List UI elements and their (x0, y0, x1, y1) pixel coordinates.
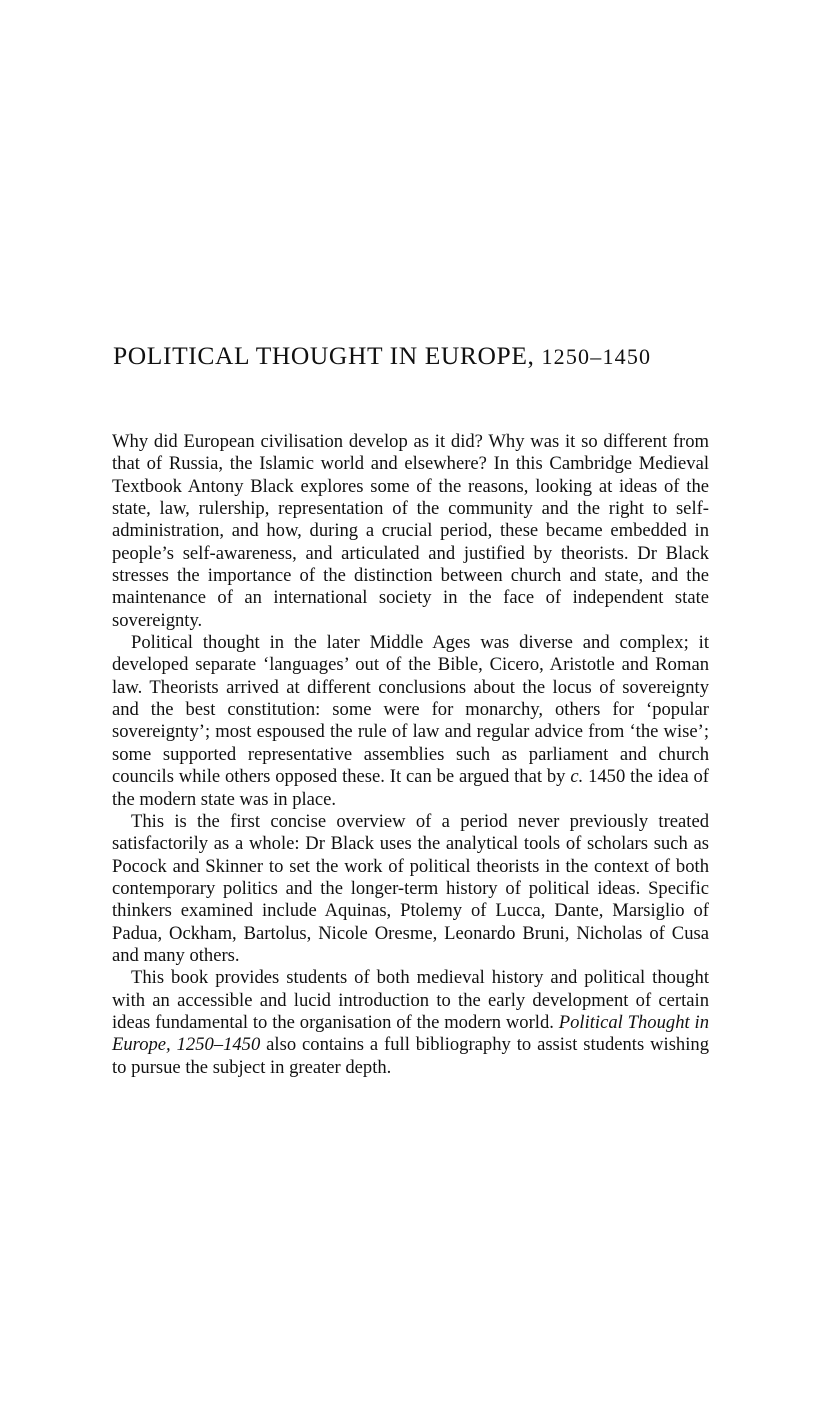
book-description (112, 431, 709, 1079)
page-title-main: POLITICAL THOUGHT IN EUROPE, (113, 341, 542, 370)
description-paragraph-2 (112, 632, 709, 811)
page-title-dates: 1250–1450 (541, 344, 652, 369)
paragraph-4-text-after: also contains a full bibliography to assist students wishing to pursue the subject in greater depth. (112, 1034, 709, 1078)
page-title (113, 340, 733, 373)
paragraph-2-text-before: Political thought in the later Middle Ages was diverse and complex; it developed separate ‘languages’ out of the Bible, Cicero, Aristotle and Roman law. Theorists arrived at different conclusions about the locus of sovereignty and the best constitution: some were for monarchy, others for ‘popular sovereignty’; most espoused the rule of law and regular advice from ‘the wise’; some supported representative assemblies such as parliament and church councils while others opposed these. It can be argued that by (112, 632, 709, 788)
description-paragraph-3: This is the first concise overview of a period never previously treated satisfactorily as a whole: Dr Black uses the analytical tools of scholars such as Pocock and Skinner to set the work of political theorists in the context of both contemporary politics and the longer-term history of political ideas. Specific thinkers examined include Aquinas, Ptolemy of Lucca, Dante, Marsiglio of Padua, Ockham, Bartolus, Nicole Oresme, Leonardo Bruni, Nicholas of Cusa and many others. (112, 810, 709, 966)
paragraph-2-text-after: 1450 the idea of the modern state was in place. (112, 766, 709, 810)
description-paragraph-1: Why did European civilisation develop as it did? Why was it so different from that of Russia, the Islamic world and elsewhere? In this Cambridge Medieval Textbook Antony Black explores some of the reasons, looking at ideas of the state, law, rulership, representation of the community and the right to self-administration, and how, during a crucial period, these became embedded in people’s self-awareness, and articulated and justified by theorists. Dr Black stresses the importance of the distinction between church and state, and the maintenance of an international society in the face of independent state sovereignty. (112, 431, 709, 631)
paragraph-4-text-before: This book provides students of both medieval history and political thought with an accessible and lucid introduction to the early development of certain ideas fundamental to the organisation of the modern world. (112, 967, 709, 1033)
description-paragraph-4 (112, 967, 709, 1079)
circa-abbreviation: c. (570, 766, 584, 788)
book-title-italic: Political Thought in Europe, 1250–1450 (112, 1011, 709, 1056)
